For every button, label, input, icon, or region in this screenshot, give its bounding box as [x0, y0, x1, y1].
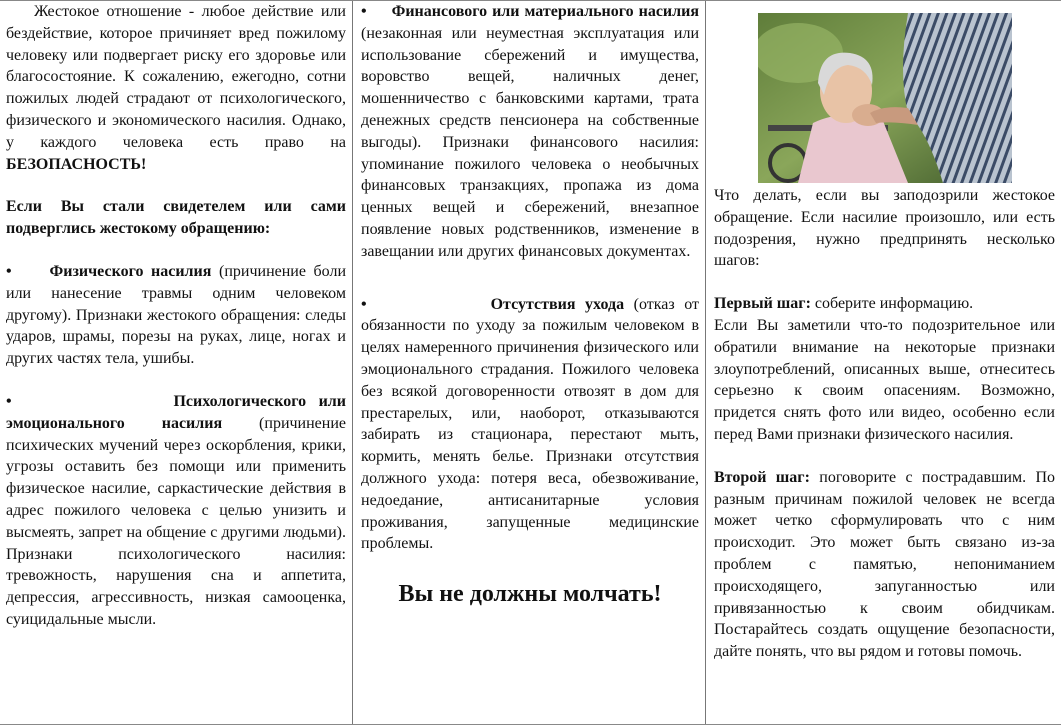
- intro-text: Жестокое отношение - любое действие или бездействие, которое причиняет вред пожилому человеку или подвергает риску его здоровье или благосостояние. К сожалению, ежегодно, сотни пожилых людей страдают от психологического, физического и экономического насилия. Однако, у каждого человека есть право на: [6, 3, 346, 151]
- physical-abuse-item: [6, 261, 346, 370]
- financial-abuse-item: [361, 1, 699, 263]
- bullet-icon: •: [361, 295, 367, 313]
- step2-text: поговорите с пострадавшим. По разным причинам пожилой человек не всегда может четко сформулировать что с ним происходит. Это может быть связано из-за проблем с памятью, непониманием происходящего, запуганностью или привязанностью к своим обидчикам. Постарайтесь создать ощущение безопасности, дайте понять, что вы рядом и готовы помочь.: [714, 468, 1055, 661]
- physical-abuse-title: Физического насилия: [49, 262, 212, 280]
- elderly-person-photo: [758, 13, 1012, 183]
- intro-paragraph: [6, 1, 346, 175]
- neglect-title: Отсутствия ухода: [490, 295, 625, 313]
- what-to-do-paragraph: Что делать, если вы заподозрили жестокое обращение. Если насилие произошло, или есть подозрения, нужно предпринять несколько шагов:: [714, 187, 1055, 270]
- neglect-text: (отказ от обязанности по уходу за пожилым человеком в целях намеренного причинения физического или эмоционального страдания. Пожилого человека без всякой договоренности отвозят в дом для престарелых, или, наоборот, отказываются забирать из стационара, перестают мыть, кормить, менять белье. Признаки отсутствия должного ухода: потеря веса, обезвоживание, недоедание, антисанитарные условия проживания, запущенные медицинские проблемы.: [361, 295, 699, 553]
- step2-title: Второй шаг:: [714, 468, 810, 486]
- witness-heading: Если Вы стали свидетелем или сами подверглись жестокому обращению:: [6, 198, 346, 238]
- column-left: [0, 1, 353, 724]
- intro-emphasis: БЕЗОПАСНОСТЬ!: [6, 155, 147, 173]
- step2-paragraph: [714, 467, 1055, 663]
- step1-body: Если Вы заметили что-то подозрительное или обратили внимание на некоторые признаки злоупотреблений, описанных выше, отнеситесь серьезно к своим опасениям. Возможно, придется снять фото или видео, особенно если перед Вами признаки физического насилия.: [714, 316, 1055, 443]
- slogan: Вы не должны молчать!: [398, 581, 662, 608]
- psych-abuse-item: [6, 391, 346, 631]
- psych-abuse-title: Психологического или эмоционального насилия: [6, 392, 347, 432]
- bullet-icon: •: [361, 3, 367, 20]
- financial-abuse-text: (незаконная или неуместная эксплуатация или использование сбережений и имущества, воровство вещей, наличных денег, мошенничество с банковскими картами, трата денежных средств пенсионера на собственные выгоды). Признаки финансового насилия: упоминание пожилого человека о необычных финансовых транзакциях, пропажа из дома ценных вещей и сбережений, внезапное появление новых родственников, изменение в завещании или других финансовых документах.: [361, 24, 699, 260]
- physical-abuse-text: (причинение боли или нанесение травмы одним человеком другому). Признаки жестокого обращения: следы ударов, шрамы, порезы на руках, лице, ногах и других частях тела, ушибы.: [6, 262, 347, 368]
- financial-abuse-title: Финансового или материального насилия: [391, 3, 700, 20]
- column-middle: [353, 1, 706, 724]
- column-right: [706, 1, 1061, 724]
- psych-abuse-text: (причинение психических мучений через оскорбления, крики, угрозы оставить без помощи или применить физическое насилие, саркастические действия в адрес пожилого человека с целью унизить и высмеять, запрет на общение с другими людьми). Признаки психологического насилия: тревожность, нарушения сна и аппетита, депрессия, агрессивность, низкая самооценка, суицидальные мысли.: [6, 414, 346, 628]
- step1-title: Первый шаг:: [714, 295, 811, 313]
- photo-container: [714, 13, 1055, 183]
- step1-heading: [714, 293, 1055, 315]
- neglect-item: [361, 294, 699, 556]
- bullet-icon: •: [6, 392, 12, 410]
- bullet-icon: •: [6, 262, 12, 280]
- step1-text: соберите информацию.: [810, 295, 974, 313]
